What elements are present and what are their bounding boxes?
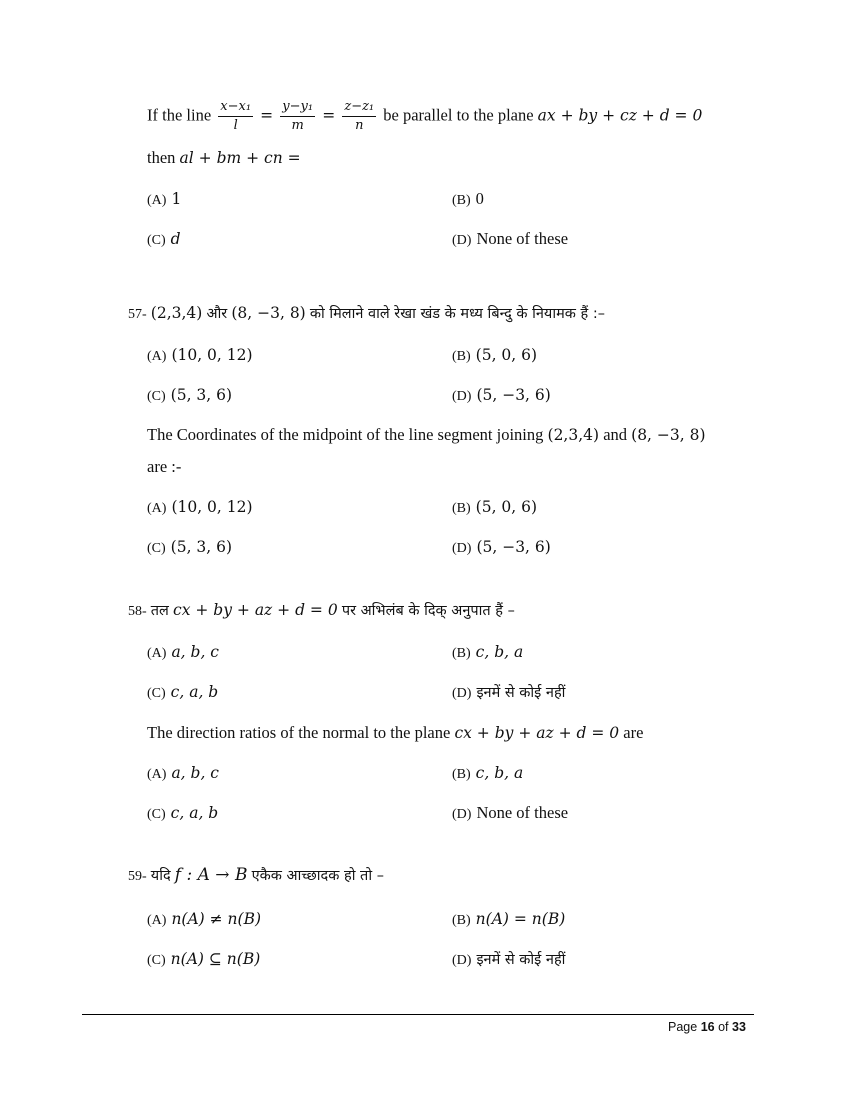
option-label: (A) <box>147 646 167 661</box>
option-value: a, b, c <box>171 643 219 661</box>
q57-english-text: The Coordinates of the midpoint of the line segment joining <box>147 425 544 444</box>
q57-option-a <box>147 497 253 517</box>
q57-point-1: (2,3,4) <box>150 304 203 322</box>
q58-english-text: The direction ratios of the normal to the plane <box>147 723 451 742</box>
q57-option-d <box>452 537 551 557</box>
q58-option-a <box>147 763 219 783</box>
q56-prefix: If the line <box>147 105 212 125</box>
option-label: (A) <box>147 913 167 928</box>
q58-hindi-option-a <box>147 642 219 662</box>
option-value: a, b, c <box>171 764 219 782</box>
option-value: (5, 0, 6) <box>475 498 538 516</box>
q56-frac2-num: y−y₁ <box>280 99 315 117</box>
q57-hindi-and: और <box>206 306 228 322</box>
q58-english-stem <box>147 723 643 743</box>
q58-hindi-stem <box>128 600 515 620</box>
q57-english-point-2: (8, −3, 8) <box>631 426 706 444</box>
option-value: None of these <box>476 803 569 822</box>
q57-point-2: (8, −3, 8) <box>231 304 306 322</box>
q57-hindi-text: को मिलाने वाले रेखा खंड के मध्य बिन्दु के नियामक हैं :– <box>309 306 605 322</box>
q56-frac1-den: l <box>233 118 238 133</box>
q57-english-stem-line1 <box>147 425 706 445</box>
option-value: None of these <box>476 229 569 248</box>
q58-hindi-equation: cx + by + az + d = 0 <box>173 601 338 619</box>
footer-page-number: 16 <box>700 1020 715 1034</box>
q56-then: then <box>147 148 176 167</box>
q56-equals-2: = <box>322 106 336 125</box>
option-value: (10, 0, 12) <box>171 346 253 364</box>
q56-fraction-x <box>218 99 253 134</box>
option-value: c, b, a <box>475 764 524 782</box>
q59-option-c <box>147 949 260 969</box>
q56-frac3-den: n <box>355 118 364 133</box>
option-label: (D) <box>452 807 472 822</box>
q56-plane-equation: ax + by + cz + d = 0 <box>537 106 703 125</box>
q57-hindi-option-d <box>452 385 551 405</box>
option-label: (D) <box>452 389 472 404</box>
q56-option-a <box>147 189 181 209</box>
q56-frac3-num: z−z₁ <box>342 99 376 117</box>
q58-english-equation: cx + by + az + d = 0 <box>454 724 620 742</box>
option-value: n(A) = n(B) <box>475 910 566 928</box>
question-number: 59- <box>128 869 147 884</box>
q59-stem <box>128 865 384 885</box>
option-label: (A) <box>147 193 167 208</box>
q59-function: f : A → B <box>174 865 248 885</box>
q56-fraction-z <box>342 99 376 134</box>
option-value: d <box>170 230 181 248</box>
q58-hindi-option-b <box>452 642 523 662</box>
q57-english-stem-line2 <box>147 457 181 477</box>
option-label: (C) <box>147 389 166 404</box>
option-value: 1 <box>171 190 182 208</box>
option-label: (C) <box>147 807 166 822</box>
option-value: (5, 3, 6) <box>170 386 233 404</box>
question-number: 58- <box>128 604 147 619</box>
q59-option-d <box>452 949 565 969</box>
option-value: c, a, b <box>170 683 219 701</box>
q58-option-c <box>147 803 218 823</box>
q56-option-d <box>452 229 568 249</box>
q57-english-are: are :- <box>147 457 182 476</box>
option-value: c, a, b <box>170 804 219 822</box>
q57-option-b <box>452 497 537 517</box>
q56-option-b <box>452 189 484 209</box>
q57-hindi-option-b <box>452 345 537 365</box>
option-label: (B) <box>452 349 471 364</box>
option-label: (A) <box>147 501 167 516</box>
option-value: (10, 0, 12) <box>171 498 253 516</box>
option-label: (D) <box>452 953 472 968</box>
q57-hindi-option-a <box>147 345 253 365</box>
q56-expression: al + bm + cn = <box>179 149 301 167</box>
option-value: n(A) ⊆ n(B) <box>170 950 261 968</box>
q57-hindi-option-c <box>147 385 232 405</box>
option-label: (C) <box>147 233 166 248</box>
q56-fraction-y <box>280 99 315 134</box>
q58-hindi-plane-word: तल <box>150 603 169 619</box>
q56-option-c <box>147 229 181 249</box>
option-value: (5, −3, 6) <box>476 386 551 404</box>
q56-stem-line2 <box>147 148 301 168</box>
option-label: (B) <box>452 193 471 208</box>
q57-option-c <box>147 537 232 557</box>
option-label: (B) <box>452 767 471 782</box>
q56-mid-text: be parallel to the plane <box>383 105 534 125</box>
q59-hindi-text: एकैक आच्छादक हो तो – <box>251 868 384 884</box>
option-label: (C) <box>147 686 166 701</box>
q58-hindi-option-d <box>452 682 565 702</box>
option-label: (C) <box>147 953 166 968</box>
option-value: c, b, a <box>475 643 524 661</box>
q59-option-a <box>147 909 261 929</box>
option-value: 0 <box>475 189 484 208</box>
option-label: (A) <box>147 349 167 364</box>
footer-of-word: of <box>718 1020 729 1034</box>
q59-if: यदि <box>150 868 171 884</box>
footer-total-pages: 33 <box>732 1020 746 1034</box>
footer-divider <box>82 1014 754 1015</box>
option-value: (5, 3, 6) <box>170 538 233 556</box>
footer-page-word: Page <box>668 1020 698 1034</box>
option-value: इनमें से कोई नहीं <box>476 952 566 968</box>
q58-hindi-text: पर अभिलंब के दिक् अनुपात हैं – <box>341 603 515 619</box>
q56-equals-1: = <box>260 106 274 125</box>
q58-hindi-option-c <box>147 682 218 702</box>
option-value: n(A) ≠ n(B) <box>171 910 262 928</box>
q58-option-d <box>452 803 568 823</box>
option-value: (5, −3, 6) <box>476 538 551 556</box>
q57-hindi-stem <box>128 303 605 323</box>
option-value: इनमें से कोई नहीं <box>476 685 566 701</box>
q57-english-point-1: (2,3,4) <box>547 426 600 444</box>
option-label: (B) <box>452 913 471 928</box>
option-label: (A) <box>147 767 167 782</box>
q59-option-b <box>452 909 565 929</box>
page-footer <box>668 1020 746 1034</box>
option-label: (D) <box>452 541 472 556</box>
q56-stem-line1 <box>147 99 702 134</box>
q57-english-and: and <box>603 425 628 444</box>
option-label: (B) <box>452 501 471 516</box>
option-label: (B) <box>452 646 471 661</box>
q56-frac1-num: x−x₁ <box>218 99 253 117</box>
q58-option-b <box>452 763 523 783</box>
q56-frac2-den: m <box>291 118 304 133</box>
q58-english-are: are <box>623 723 644 742</box>
question-number: 57- <box>128 307 147 322</box>
option-label: (D) <box>452 233 472 248</box>
option-value: (5, 0, 6) <box>475 346 538 364</box>
option-label: (D) <box>452 686 472 701</box>
option-label: (C) <box>147 541 166 556</box>
